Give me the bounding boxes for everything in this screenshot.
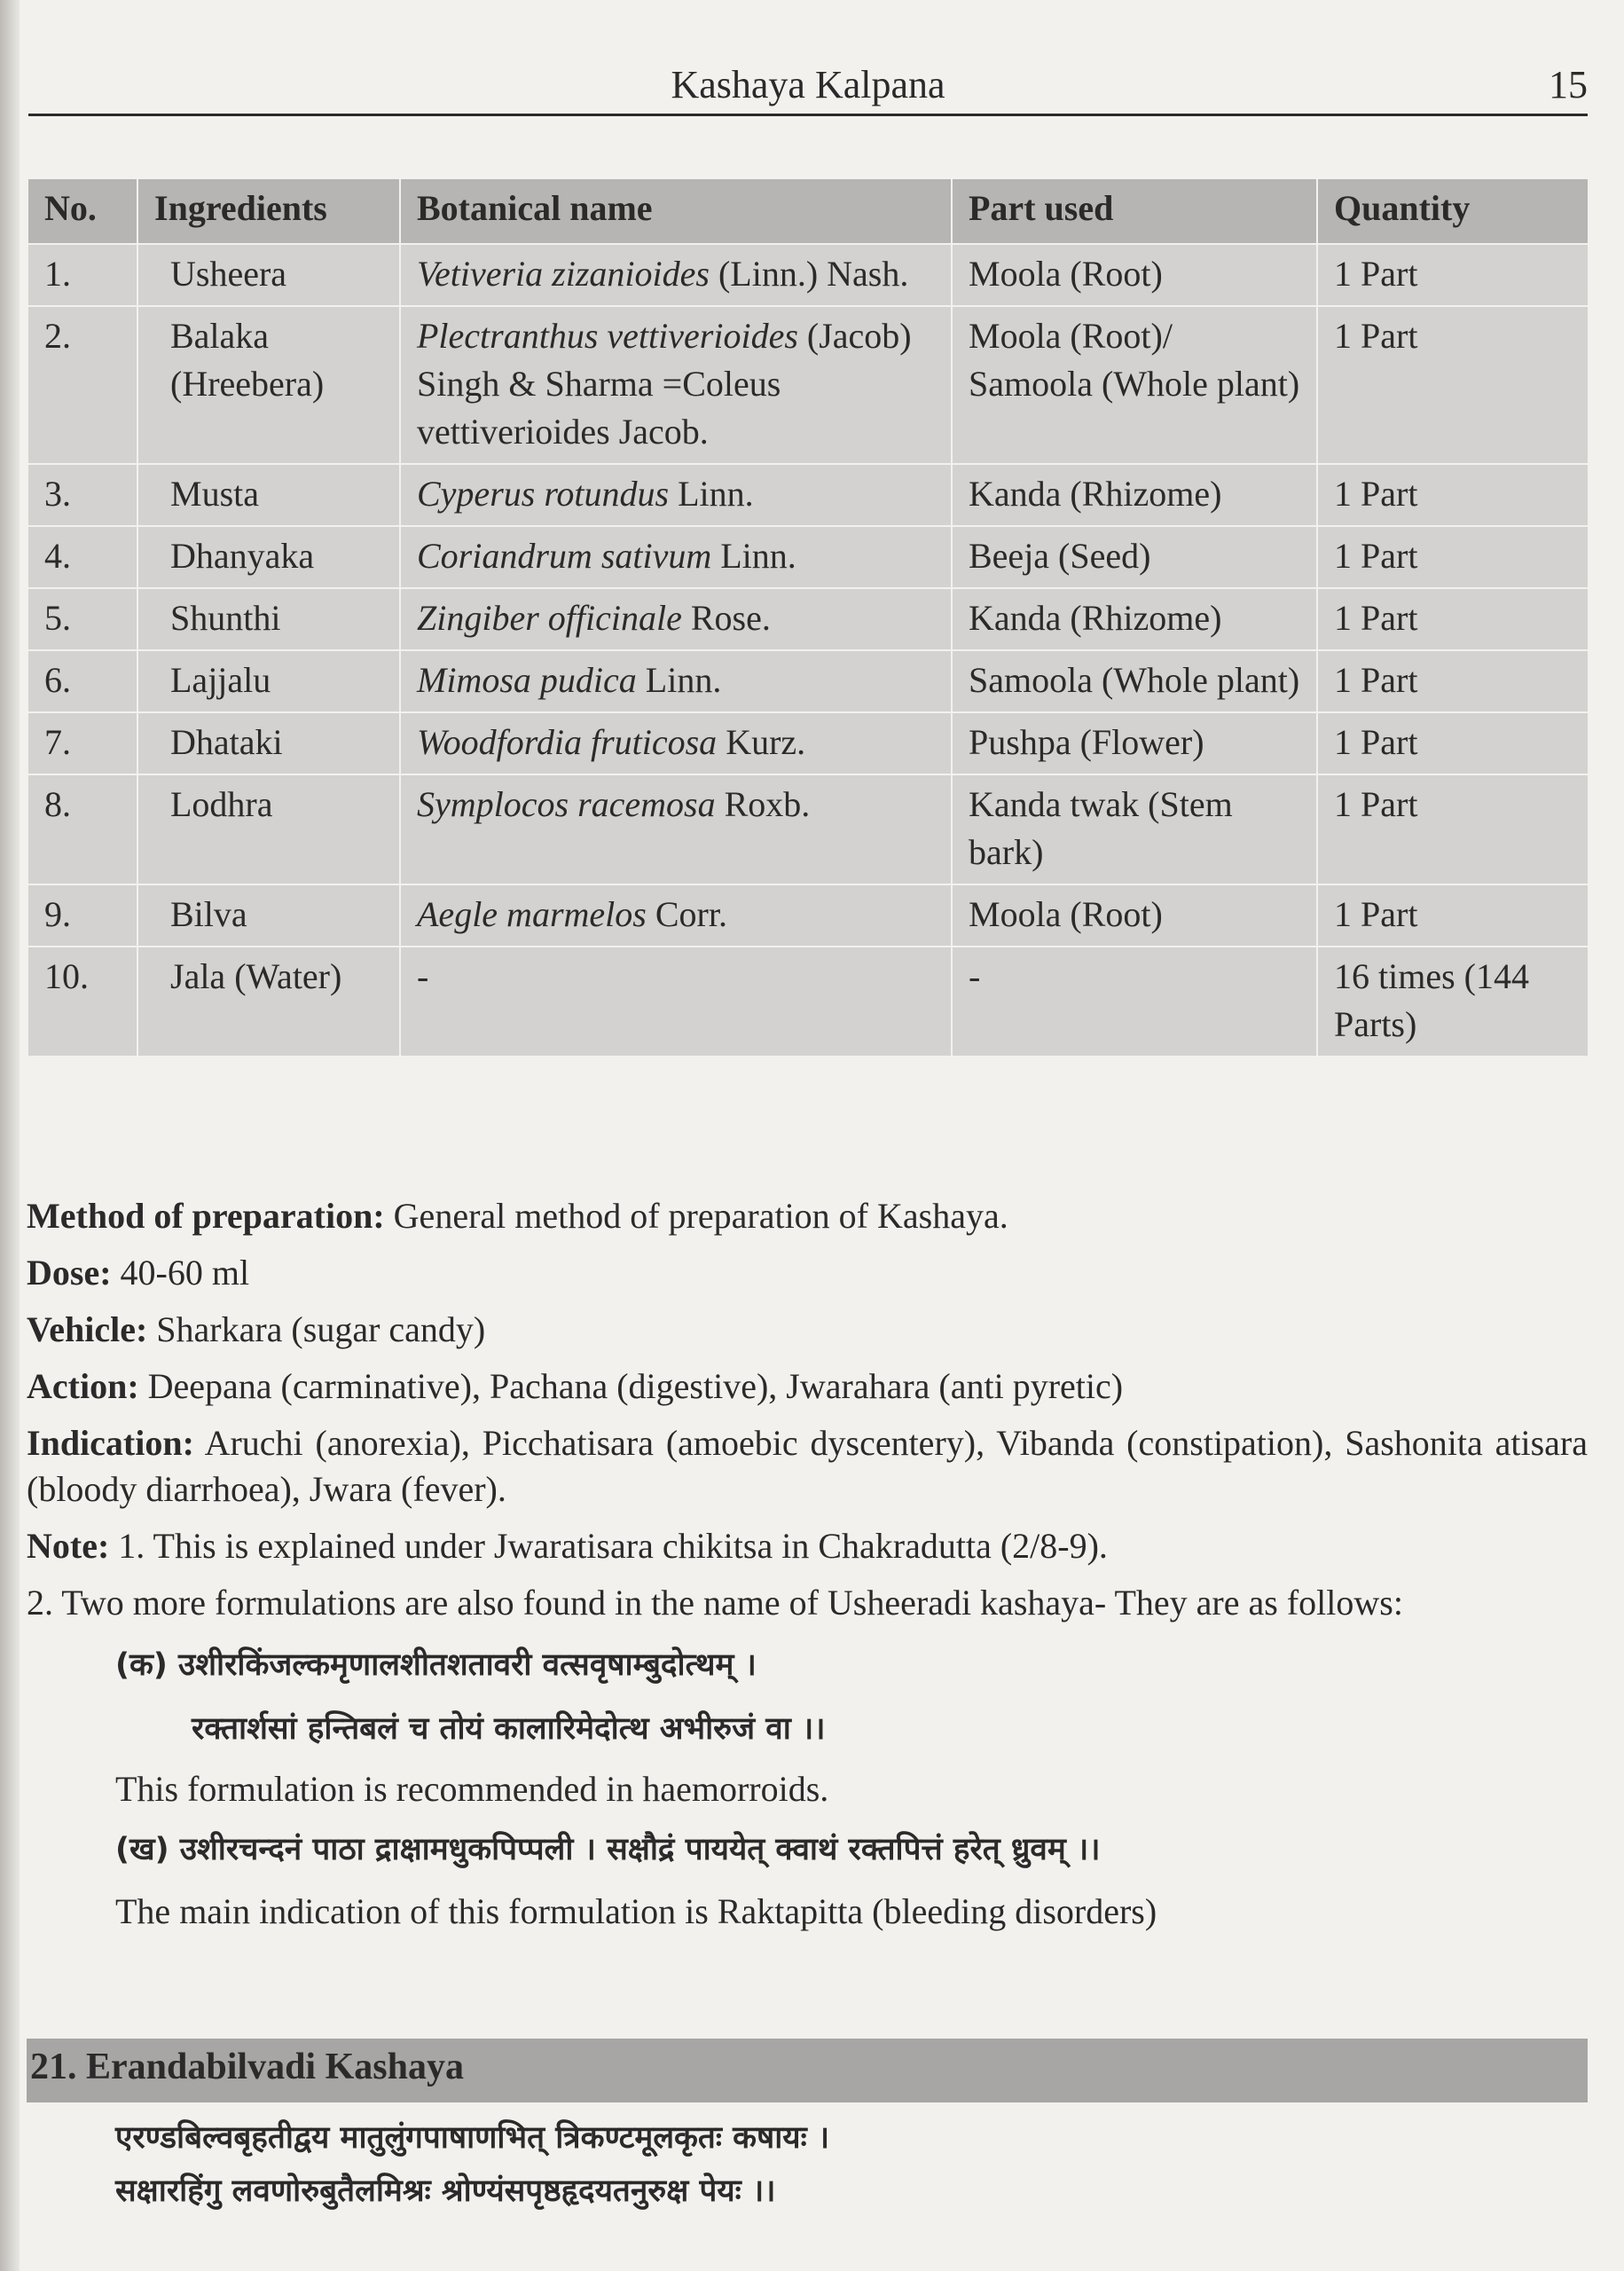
cell-quantity: 1 Part bbox=[1317, 464, 1589, 526]
cell-no: 3. bbox=[27, 464, 137, 526]
table-row bbox=[27, 526, 1589, 588]
cell-no: 8. bbox=[27, 774, 137, 884]
cell-quantity: 1 Part bbox=[1317, 306, 1589, 464]
table-row bbox=[27, 884, 1589, 947]
sanskrit-verse-ka-line-2: रक्तार्शसां हन्तिबलं च तोयं कालारिमेदोत्थ अभीरुजं वा ।। bbox=[192, 1711, 826, 1747]
botanical-name-authority: Roxb. bbox=[724, 784, 811, 824]
cell-no: 6. bbox=[27, 650, 137, 712]
cell-no: 1. bbox=[27, 244, 137, 306]
cell-no: 4. bbox=[27, 526, 137, 588]
cell-no: 5. bbox=[27, 588, 137, 650]
method-label: Method of preparation: bbox=[27, 1196, 385, 1236]
cell-botanical-name bbox=[400, 650, 952, 712]
cell-botanical-name bbox=[400, 526, 952, 588]
cell-ingredient: Musta bbox=[137, 464, 400, 526]
cell-part-used: Pushpa (Flower) bbox=[952, 712, 1317, 774]
table-row bbox=[27, 947, 1589, 1057]
indication-line bbox=[27, 1420, 1588, 1513]
action-line bbox=[27, 1363, 1588, 1410]
dose-label: Dose: bbox=[27, 1253, 112, 1293]
cell-ingredient: Dhanyaka bbox=[137, 526, 400, 588]
sanskrit-verse-kha: (ख) उशीरचन्दनं पाठा द्राक्षामधुकपिप्पली । सक्षौद्रं पाययेत् क्वाथं रक्तपित्तं हरेत् ध्रुवम् ।। bbox=[115, 1832, 1101, 1867]
cell-quantity: 1 Part bbox=[1317, 884, 1589, 947]
table-header-row bbox=[27, 178, 1589, 244]
botanical-name-italic: Coriandrum sativum bbox=[417, 536, 712, 576]
action-label: Action: bbox=[27, 1366, 139, 1406]
table-row bbox=[27, 650, 1589, 712]
botanical-name-italic: Cyperus rotundus bbox=[417, 474, 670, 514]
cell-quantity: 1 Part bbox=[1317, 588, 1589, 650]
cell-botanical-name bbox=[400, 774, 952, 884]
cell-ingredient: Shunthi bbox=[137, 588, 400, 650]
vehicle-label: Vehicle: bbox=[27, 1309, 148, 1349]
cell-part-used: Moola (Root) bbox=[952, 244, 1317, 306]
botanical-name-authority: (Linn.) Nash. bbox=[718, 254, 909, 294]
botanical-name-italic: Plectranthus vettiverioides bbox=[417, 316, 798, 356]
cell-part-used: Moola (Root)/ Samoola (Whole plant) bbox=[952, 306, 1317, 464]
cell-no: 9. bbox=[27, 884, 137, 947]
cell-quantity: 1 Part bbox=[1317, 650, 1589, 712]
cell-botanical-name bbox=[400, 244, 952, 306]
cell-botanical-name bbox=[400, 306, 952, 464]
col-header-ingredients: Ingredients bbox=[137, 178, 400, 244]
indication-label: Indication: bbox=[27, 1423, 194, 1463]
table-row bbox=[27, 464, 1589, 526]
section-verse-line-1: एरण्डबिल्वबृहतीद्वय मातुलुंगपाषाणभित् त्रिकण्टमूलकृतः कषायः । bbox=[115, 2120, 830, 2156]
method-text: General method of preparation of Kashaya. bbox=[393, 1196, 1008, 1236]
cell-ingredient: Dhataki bbox=[137, 712, 400, 774]
section-title: 21. Erandabilvadi Kashaya bbox=[30, 2047, 464, 2087]
cell-ingredient: Lajjalu bbox=[137, 650, 400, 712]
botanical-name-authority: Linn. bbox=[645, 660, 722, 700]
col-header-botanical-name: Botanical name bbox=[400, 178, 952, 244]
kha-note: The main indication of this formulation is Raktapitta (bleeding disorders) bbox=[115, 1891, 1157, 1931]
cell-botanical-name bbox=[400, 884, 952, 947]
botanical-name-italic: Aegle marmelos bbox=[417, 894, 647, 934]
botanical-name-authority: Corr. bbox=[655, 894, 727, 934]
cell-no: 2. bbox=[27, 306, 137, 464]
note-2-line: 2. Two more formulations are also found in the name of Usheeradi kashaya- They are as follows: bbox=[27, 1583, 1403, 1623]
cell-part-used: Samoola (Whole plant) bbox=[952, 650, 1317, 712]
col-header-no: No. bbox=[27, 178, 137, 244]
ingredients-table bbox=[27, 177, 1589, 1057]
botanical-name-italic: Woodfordia fruticosa bbox=[417, 722, 718, 762]
header-rule bbox=[28, 114, 1588, 116]
cell-ingredient: Jala (Water) bbox=[137, 947, 400, 1057]
ka-note: This formulation is recommended in haemorroids. bbox=[115, 1769, 829, 1809]
section-heading-bar bbox=[27, 2039, 1588, 2102]
page-spine-shadow bbox=[0, 0, 20, 2271]
note-line bbox=[27, 1523, 1588, 1569]
section-verse bbox=[115, 2111, 1534, 2218]
cell-no: 10. bbox=[27, 947, 137, 1057]
cell-botanical-name bbox=[400, 712, 952, 774]
header-title: Kashaya Kalpana bbox=[671, 63, 945, 106]
indication-text: Aruchi (anorexia), Picchatisara (amoebic dyscentery), Vibanda (constipation), Sashonita atisara (bloody diarrhoea), Jwara (fever). bbox=[27, 1423, 1588, 1509]
table-row bbox=[27, 712, 1589, 774]
formulation-details bbox=[27, 1193, 1588, 1945]
cell-quantity: 16 times (144 Parts) bbox=[1317, 947, 1589, 1057]
dose-line bbox=[27, 1250, 1588, 1296]
botanical-name-authority: Linn. bbox=[720, 536, 796, 576]
cell-ingredient: Bilva bbox=[137, 884, 400, 947]
botanical-name-authority: - bbox=[417, 956, 429, 996]
dose-text: 40-60 ml bbox=[120, 1253, 250, 1293]
cell-part-used: - bbox=[952, 947, 1317, 1057]
cell-part-used: Kanda twak (Stem bark) bbox=[952, 774, 1317, 884]
cell-part-used: Kanda (Rhizome) bbox=[952, 464, 1317, 526]
cell-quantity: 1 Part bbox=[1317, 244, 1589, 306]
cell-quantity: 1 Part bbox=[1317, 774, 1589, 884]
section-verse-line-2: सक्षारहिंगु लवणोरुबुतैलमिश्रः श्रोण्यंसपृष्ठहृदयतनुरुक्ष पेयः ।। bbox=[115, 2173, 776, 2209]
cell-quantity: 1 Part bbox=[1317, 712, 1589, 774]
botanical-name-authority: (Jacob) Singh & Sharma =Coleus vettiverioides Jacob. bbox=[417, 316, 912, 452]
cell-part-used: Moola (Root) bbox=[952, 884, 1317, 947]
botanical-name-authority: Linn. bbox=[678, 474, 754, 514]
cell-botanical-name bbox=[400, 588, 952, 650]
table-row bbox=[27, 588, 1589, 650]
sanskrit-verse-ka-line-1: (क) उशीरकिंजल्कमृणालशीतशतावरी वत्सवृषाम्बुदोत्थम् । bbox=[115, 1647, 757, 1683]
vehicle-line bbox=[27, 1307, 1588, 1353]
botanical-name-authority: Kurz. bbox=[726, 722, 806, 762]
table-row bbox=[27, 774, 1589, 884]
cell-part-used: Kanda (Rhizome) bbox=[952, 588, 1317, 650]
cell-no: 7. bbox=[27, 712, 137, 774]
note-text: 1. This is explained under Jwaratisara chikitsa in Chakradutta (2/8-9). bbox=[118, 1526, 1108, 1566]
col-header-part-used: Part used bbox=[952, 178, 1317, 244]
page-number: 15 bbox=[1549, 63, 1588, 106]
table-row bbox=[27, 306, 1589, 464]
cell-quantity: 1 Part bbox=[1317, 526, 1589, 588]
cell-botanical-name bbox=[400, 464, 952, 526]
botanical-name-italic: Zingiber officinale bbox=[417, 598, 682, 638]
cell-ingredient: Balaka (Hreebera) bbox=[137, 306, 400, 464]
col-header-quantity: Quantity bbox=[1317, 178, 1589, 244]
method-line bbox=[27, 1193, 1588, 1239]
vehicle-text: Sharkara (sugar candy) bbox=[156, 1309, 486, 1349]
botanical-name-italic: Symplocos racemosa bbox=[417, 784, 716, 824]
cell-botanical-name bbox=[400, 947, 952, 1057]
cell-part-used: Beeja (Seed) bbox=[952, 526, 1317, 588]
botanical-name-italic: Mimosa pudica bbox=[417, 660, 637, 700]
action-text: Deepana (carminative), Pachana (digestive), Jwarahara (anti pyretic) bbox=[147, 1366, 1124, 1406]
botanical-name-authority: Rose. bbox=[690, 598, 771, 638]
cell-ingredient: Usheera bbox=[137, 244, 400, 306]
cell-ingredient: Lodhra bbox=[137, 774, 400, 884]
table-row bbox=[27, 244, 1589, 306]
running-header bbox=[28, 62, 1588, 115]
botanical-name-italic: Vetiveria zizanioides bbox=[417, 254, 710, 294]
note-label: Note: bbox=[27, 1526, 110, 1566]
